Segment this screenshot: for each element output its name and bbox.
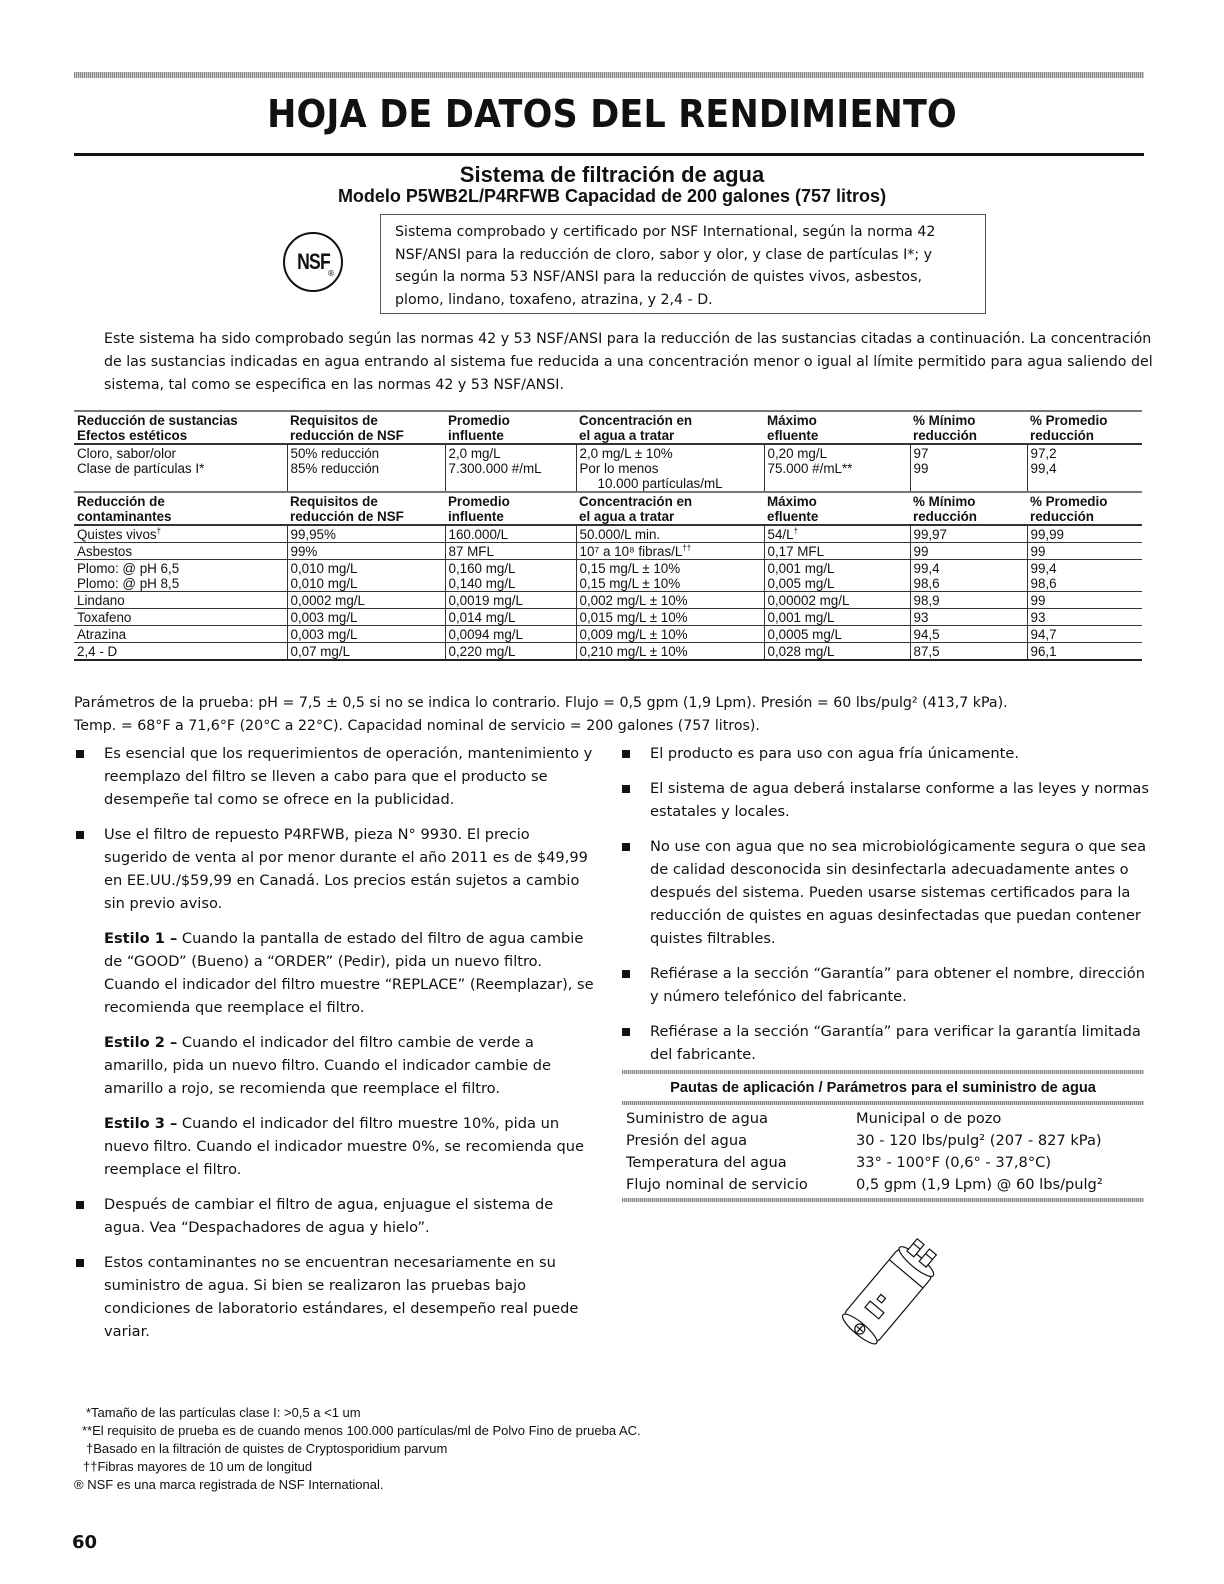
header-cell: % Mínimo reducción [910, 411, 1027, 444]
table-cell: 2,0 mg/L ± 10% Por lo menos 10.000 partículas/mL [576, 444, 764, 492]
header-cell: Requisitos de reducción de NSF [287, 492, 445, 525]
guideline-row: Temperatura del agua 33° - 100°F (0,6° - 37,8°C) [626, 1154, 1052, 1171]
header-cell: Reducción de contaminantes [74, 492, 287, 525]
header-cell: Promedio influente [445, 492, 576, 525]
table-cell: 96,1 [1027, 643, 1142, 661]
table-cell: Atrazina [74, 626, 287, 643]
header-cell: % Promedio reducción [1027, 492, 1142, 525]
model-line: Modelo P5WB2L/P4RFWB Capacidad de 200 galones (757 litros) [337, 186, 887, 206]
table-row [74, 525, 1142, 543]
table-cell: 94,5 [910, 626, 1027, 643]
bullet-square-icon [76, 1201, 84, 1209]
table-cell: 0,009 mg/L ± 10% [576, 626, 764, 643]
table-cell: 93 [1027, 609, 1142, 626]
table-row [74, 560, 1142, 592]
table-cell: 0,210 mg/L ± 10% [576, 643, 764, 661]
header-cell: Promedio influente [445, 411, 576, 444]
contaminant-rows [74, 525, 1142, 660]
table-cell: 87 MFL [445, 543, 576, 560]
list-item: Estos contaminantes no se encuentran necesariamente en su suministro de agua. Si bien se realizaron las pruebas bajo condiciones de laboratorio estándares, el desempeño real puede variar. [74, 1251, 594, 1343]
table-cell: Plomo: @ pH 6,5 Plomo: @ pH 8,5 [74, 560, 287, 592]
header-cell: Concentración en el agua a tratar [576, 492, 764, 525]
table-cell: 97,2 99,4 [1027, 444, 1142, 492]
table-cell: 0,028 mg/L [764, 643, 910, 661]
table-cell: 0,20 mg/L 75.000 #/mL** [764, 444, 910, 492]
bullet-square-icon [76, 750, 84, 758]
table-row [74, 626, 1142, 643]
page-title: HOJA DE DATOS DEL RENDIMIENTO [267, 92, 957, 136]
table-cell: 50.000/L min. [576, 525, 764, 543]
table-row [74, 609, 1142, 626]
section-subtitle: Sistema de filtración de agua [459, 162, 765, 187]
performance-table [74, 410, 1142, 661]
table-cell: 0,07 mg/L [287, 643, 445, 661]
header-cell: Reducción de sustancias Efectos estéticos [74, 411, 287, 444]
registered-mark: ® [327, 269, 335, 278]
table-cell: 0,0002 mg/L [287, 592, 445, 609]
table-cell: 99,4 98,6 [910, 560, 1027, 592]
style-2-paragraph: Estilo 2 – Cuando el indicador del filtro cambie de verde a amarillo, pida un nuevo filtro. Cuando el indicador cambie de amarillo a rojo, se recomienda que reemplace el filtro. [104, 1034, 551, 1097]
left-column [74, 742, 594, 1355]
water-filter-cartridge-icon [820, 1228, 960, 1358]
guideline-row: Flujo nominal de servicio 0,5 gpm (1,9 Lpm) @ 60 lbs/pulg² [626, 1176, 1103, 1193]
table-cell: 0,001 mg/L [764, 609, 910, 626]
table-cell: 99% [287, 543, 445, 560]
guidelines-bottom-rule [622, 1198, 1144, 1202]
title-rule [74, 153, 1144, 156]
right-column [620, 742, 1150, 1078]
table-cell: 99,4 98,6 [1027, 560, 1142, 592]
header-cell: Concentración en el agua a tratar [576, 411, 764, 444]
table-row [74, 543, 1142, 560]
header-cell: % Mínimo reducción [910, 492, 1027, 525]
table-cell: Lindano [74, 592, 287, 609]
list-item: El sistema de agua deberá instalarse conforme a las leyes y normas estatales y locales. [620, 777, 1150, 823]
guidelines-heading: Pautas de aplicación / Parámetros para el suministro de agua [670, 1080, 1096, 1096]
table-cell: 0,17 MFL [764, 543, 910, 560]
footnote: †Basado en la filtración de quistes de Cryptosporidium parvum [86, 1441, 448, 1456]
table-cell: 0,014 mg/L [445, 609, 576, 626]
table-cell: 99,99 [1027, 525, 1142, 543]
table-cell: 0,0094 mg/L [445, 626, 576, 643]
table-cell: Toxafeno [74, 609, 287, 626]
table-cell: Cloro, sabor/olor Clase de partículas I* [74, 444, 287, 492]
table-cell: 0,002 mg/L ± 10% [576, 592, 764, 609]
table-cell: 10⁷ a 10⁸ fibras/L†† [576, 543, 764, 560]
intro-paragraph: Este sistema ha sido comprobado según las normas 42 y 53 NSF/ANSI para la reducción de las sustancias citadas a continuación. La concentración de las sustancias indicadas en agua entrando al sistema fue reducida a una concentración menor o igual al límite permitido para agua saliendo del sistema, tal como se especifica en las normas 42 y 53 NSF/ANSI. [104, 331, 1153, 393]
table-cell: 99,95% [287, 525, 445, 543]
table-cell: 97 99 [910, 444, 1027, 492]
footnote: **El requisito de prueba es de cuando menos 100.000 partículas/ml de Polvo Fino de prueba AC. [82, 1423, 641, 1438]
table-cell: 0,15 mg/L ± 10% 0,15 mg/L ± 10% [576, 560, 764, 592]
table-cell: 99 [1027, 543, 1142, 560]
table-cell: 2,0 mg/L 7.300.000 #/mL [445, 444, 576, 492]
nsf-logo-text: NSF [296, 249, 330, 274]
bullet-square-icon [622, 750, 630, 758]
table-cell: 0,00002 mg/L [764, 592, 910, 609]
bullet-square-icon [76, 831, 84, 839]
aesthetic-header-row [74, 411, 1142, 444]
table-cell: 0,220 mg/L [445, 643, 576, 661]
contaminant-header-row [74, 492, 1142, 525]
table-cell: 0,015 mg/L ± 10% [576, 609, 764, 626]
page-number: 60 [72, 1532, 98, 1553]
table-cell: 99 [910, 543, 1027, 560]
bullet-square-icon [622, 970, 630, 978]
header-cell: Máximo efluente [764, 492, 910, 525]
table-cell: 160.000/L [445, 525, 576, 543]
table-cell: 99,97 [910, 525, 1027, 543]
guideline-row: Suministro de agua Municipal o de pozo [626, 1110, 1002, 1127]
table-cell: Asbestos [74, 543, 287, 560]
list-item: Es esencial que los requerimientos de operación, mantenimiento y reemplazo del filtro se lleven a cabo para que el producto se desempeñe tal como se ofrece en la publicidad. [74, 742, 594, 811]
header-cell: Máximo efluente [764, 411, 910, 444]
table-cell: 0,003 mg/L [287, 609, 445, 626]
nsf-logo-icon [283, 232, 343, 292]
header-cell: % Promedio reducción [1027, 411, 1142, 444]
table-cell: 0,160 mg/L 0,140 mg/L [445, 560, 576, 592]
table-row [74, 592, 1142, 609]
bullet-square-icon [622, 1028, 630, 1036]
table-cell: 0,0005 mg/L [764, 626, 910, 643]
list-item: El producto es para uso con agua fría únicamente. [620, 742, 1150, 765]
guideline-row: Presión del agua 30 - 120 lbs/pulg² (207 - 827 kPa) [626, 1132, 1102, 1149]
application-guidelines [622, 1070, 1144, 1202]
style-3-paragraph: Estilo 3 – Cuando el indicador del filtro muestre 10%, pida un nuevo filtro. Cuando el indicador muestre 0%, se recomienda que reemplace el filtro. [104, 1115, 584, 1178]
table-cell: Quistes vivos† [74, 525, 287, 543]
list-item: Refiérase a la sección “Garantía” para obtener el nombre, dirección y número telefónico del fabricante. [620, 962, 1150, 1008]
bullet-square-icon [622, 785, 630, 793]
test-params-line-2: Temp. = 68°F a 71,6°F (20°C a 22°C). Capacidad nominal de servicio = 200 galones (757 litros). [74, 718, 760, 734]
list-item: Use el filtro de repuesto P4RFWB, pieza N° 9930. El precio sugerido de venta al por menor durante el año 2011 es de $49,99 en EE.UU./$59,99 en Canadá. Los precios están sujetos a cambio sin previo aviso. [74, 823, 594, 915]
table-row [74, 444, 1142, 492]
table-cell: 99 [1027, 592, 1142, 609]
list-item: Después de cambiar el filtro de agua, enjuague el sistema de agua. Vea “Despachadores de agua y hielo”. [74, 1193, 594, 1239]
list-item: Refiérase a la sección “Garantía” para verificar la garantía limitada del fabricante. [620, 1020, 1150, 1066]
top-decorative-rule [74, 72, 1144, 78]
certification-box: Sistema comprobado y certificado por NSF International, según la norma 42 NSF/ANSI para la reducción de cloro, sabor y olor, y clase de partículas I*; y según la norma 53 NSF/ANSI para la reducción de quistes vivos, asbestos, plomo, lindano, toxafeno, atrazina, y 2,4 - D. [380, 214, 986, 314]
footnotes [74, 1404, 641, 1494]
test-params-line-1: Parámetros de la prueba: pH = 7,5 ± 0,5 si no se indica lo contrario. Flujo = 0,5 gpm (1,9 Lpm). Presión = 60 lbs/pulg² (413,7 kPa). [74, 695, 1008, 711]
bullet-square-icon [76, 1259, 84, 1267]
table-cell: 50% reducción 85% reducción [287, 444, 445, 492]
header-cell: Requisitos de reducción de NSF [287, 411, 445, 444]
table-cell: 0,010 mg/L 0,010 mg/L [287, 560, 445, 592]
bullet-square-icon [622, 843, 630, 851]
style-1-paragraph: Estilo 1 – Cuando la pantalla de estado del filtro de agua cambie de “GOOD” (Bueno) a “ORDER” (Pedir), pida un nuevo filtro. Cuando el indicador del filtro muestre “REPLACE” (Reemplazar), se recomienda que reemplace el filtro. [104, 930, 594, 1016]
table-cell: 94,7 [1027, 626, 1142, 643]
table-cell: 87,5 [910, 643, 1027, 661]
list-item: No use con agua que no sea microbiológicamente segura o que sea de calidad desconocida sin desinfectarla adecuadamente antes o después del sistema. Pueden usarse sistemas certificados para la reducción de quistes en aguas desinfectadas que puedan contener quistes filtrables. [620, 835, 1150, 950]
table-cell: 0,0019 mg/L [445, 592, 576, 609]
table-row [74, 643, 1142, 661]
test-parameters [74, 692, 1154, 738]
table-cell: 93 [910, 609, 1027, 626]
table-cell: 0,003 mg/L [287, 626, 445, 643]
footnote: *Tamaño de las partículas clase I: >0,5 a <1 um [86, 1405, 361, 1420]
table-cell: 2,4 - D [74, 643, 287, 661]
footnote-trademark: ® NSF es una marca registrada de NSF International. [74, 1477, 384, 1492]
table-cell: 54/L† [764, 525, 910, 543]
footnote: ††Fibras mayores de 10 um de longitud [83, 1459, 313, 1474]
table-cell: 98,9 [910, 592, 1027, 609]
table-cell: 0,001 mg/L 0,005 mg/L [764, 560, 910, 592]
